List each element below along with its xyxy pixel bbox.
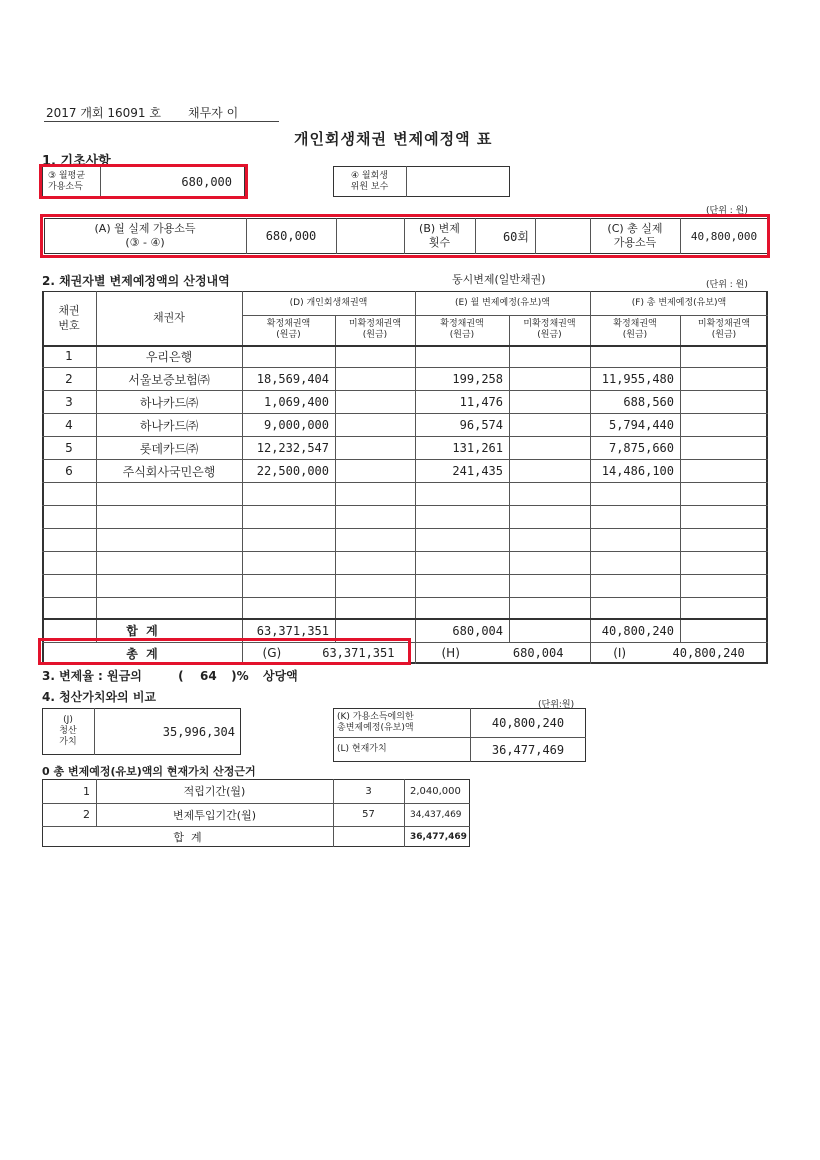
repayment-rate-value: 64 [200, 669, 217, 683]
row-d-confirmed: 9,000,000 [263, 418, 329, 432]
highlight-income-summary [40, 214, 770, 258]
row-d-confirmed [242, 345, 335, 367]
case-number: 2017 개회 16091 호 [46, 106, 161, 120]
row-creditor: 하나카드㈜ [139, 395, 199, 410]
section4-heading: 4. 청산가치와의 비교 [42, 690, 157, 704]
col-creditor-no: 채권 번호 [58, 304, 80, 332]
col-d: (D) 개인회생채권액 [289, 297, 368, 308]
row-creditor: 서울보증보험㈜ [128, 372, 210, 387]
row-no: 1 [65, 349, 73, 363]
row-f-confirmed: 11,955,480 [601, 372, 674, 386]
basis-row-no: 1 [83, 784, 90, 798]
a-label: (A) 월 실제 가용소득 (③ - ④) [94, 222, 196, 249]
col-f-unconfirmed: 미확정채권액 (원금) [697, 319, 751, 340]
row-d-confirmed: 22,500,000 [256, 464, 329, 478]
section2-sub: 동시변제(일반채권) [452, 273, 546, 286]
row-no: 5 [65, 441, 73, 455]
col-f-confirmed: 확정채권액 (원금) [613, 319, 657, 340]
basis-row-months: 57 [362, 809, 375, 820]
col-d-unconfirmed: 미확정채권액 (원금) [348, 319, 402, 340]
row-e-confirmed: 241,435 [452, 464, 503, 478]
basis-sum-value: 36,477,469 [410, 831, 467, 842]
col-d-confirmed: 확정채권액 (원금) [266, 319, 311, 340]
row-f-confirmed: 7,875,660 [608, 441, 674, 455]
col-e-unconfirmed: 미확정채권액 (원금) [523, 319, 576, 340]
basis-row-months: 3 [365, 785, 372, 797]
sum-e: 680,004 [452, 623, 503, 638]
c-value: 40,800,000 [690, 229, 758, 243]
page-title: 개인회생채권 변제예정액 표 [294, 130, 493, 148]
row-creditor: 주식회사국민은행 [122, 464, 216, 479]
total-label: 총 계 [126, 646, 158, 661]
section2-heading: 2. 채권자별 변제예정액의 산정내역 [42, 274, 230, 288]
k-value: 40,800,240 [491, 715, 565, 730]
row-no: 6 [65, 464, 73, 478]
highlight-total [38, 638, 411, 665]
basis-row-value: 34,437,469 [410, 809, 462, 820]
row-no: 4 [65, 418, 73, 432]
total-i: (I) 40,800,240 [613, 646, 745, 660]
basis-row-label: 적립기간(월) [183, 785, 246, 798]
section2-unit: (단위 : 원) [706, 280, 748, 290]
section4-unit: (단위:원) [538, 700, 575, 710]
basis-row-label: 변제투입기간(월) [173, 808, 256, 822]
row-e-confirmed [415, 345, 509, 367]
row-creditor: 롯데카드㈜ [139, 441, 199, 456]
row-e-confirmed: 199,258 [452, 372, 503, 386]
section1-unit: (단위 : 원) [706, 206, 748, 216]
k-label: (K) 가용소득에의한 총변제예정(유보)액 [337, 711, 414, 733]
sum-f: 40,800,240 [601, 623, 674, 638]
row-f-confirmed [590, 345, 680, 367]
monthly-income-value: 680,000 [181, 174, 232, 189]
row-creditor: 우리은행 [145, 349, 193, 364]
total-h: (H) 680,004 [441, 646, 564, 660]
row-d-confirmed: 18,569,404 [256, 372, 329, 386]
sum-d: 63,371,351 [256, 623, 329, 638]
row-no: 2 [65, 372, 73, 386]
j-label: (J) 청산 가치 [59, 715, 77, 747]
basis-row-value: 2,040,000 [410, 785, 461, 797]
row-e-confirmed: 131,261 [452, 441, 503, 455]
row-no: 3 [65, 395, 73, 409]
header-underline [44, 121, 279, 122]
col-creditor: 채권자 [153, 311, 185, 324]
basis-sum-label: 합 계 [173, 830, 202, 844]
col-e: (E) 월 변제예정(유보)액 [454, 297, 550, 308]
b-value: 60회 [502, 229, 529, 244]
col-f: (F) 총 변제예정(유보)액 [631, 297, 727, 308]
total-g: (G) 63,371,351 [262, 646, 395, 660]
trustee-fee-label: ④ 월회생 위원 보수 [350, 170, 389, 192]
l-value: 36,477,469 [491, 742, 565, 757]
c-label: (C) 총 실제 가용소득 [607, 222, 663, 249]
row-e-confirmed: 11,476 [459, 395, 503, 409]
trustee-fee-value [406, 166, 510, 197]
b-label: (B) 변제 횟수 [419, 222, 460, 249]
row-f-confirmed: 688,560 [623, 395, 674, 409]
row-d-confirmed: 1,069,400 [263, 395, 329, 409]
row-creditor: 하나카드㈜ [139, 418, 199, 433]
l-label: (L) 현재가치 [337, 744, 387, 754]
basis-row-no: 2 [83, 808, 90, 821]
highlight-monthly-income [39, 164, 248, 199]
monthly-income-label: ③ 월평균 가용소득 [48, 170, 86, 192]
col-e-confirmed: 확정채권액 (원금) [440, 319, 484, 340]
j-value: 35,996,304 [162, 724, 235, 739]
row-d-confirmed: 12,232,547 [256, 441, 329, 455]
section5-heading: 0 총 변제예정(유보)액의 현재가치 산정근거 [42, 765, 256, 778]
row-f-confirmed: 5,794,440 [608, 418, 674, 432]
debtor-label: 채무자 이 [188, 106, 239, 120]
a-value: 680,000 [265, 229, 317, 243]
section1-heading: 1. 기초사항 [42, 154, 111, 169]
row-f-confirmed: 14,486,100 [601, 464, 674, 478]
row-e-confirmed: 96,574 [459, 418, 503, 432]
repayment-rate: 3. 변제율 : 원금의 ( 64 )% 상당액 [42, 669, 298, 683]
sum-label: 합 계 [126, 624, 158, 638]
